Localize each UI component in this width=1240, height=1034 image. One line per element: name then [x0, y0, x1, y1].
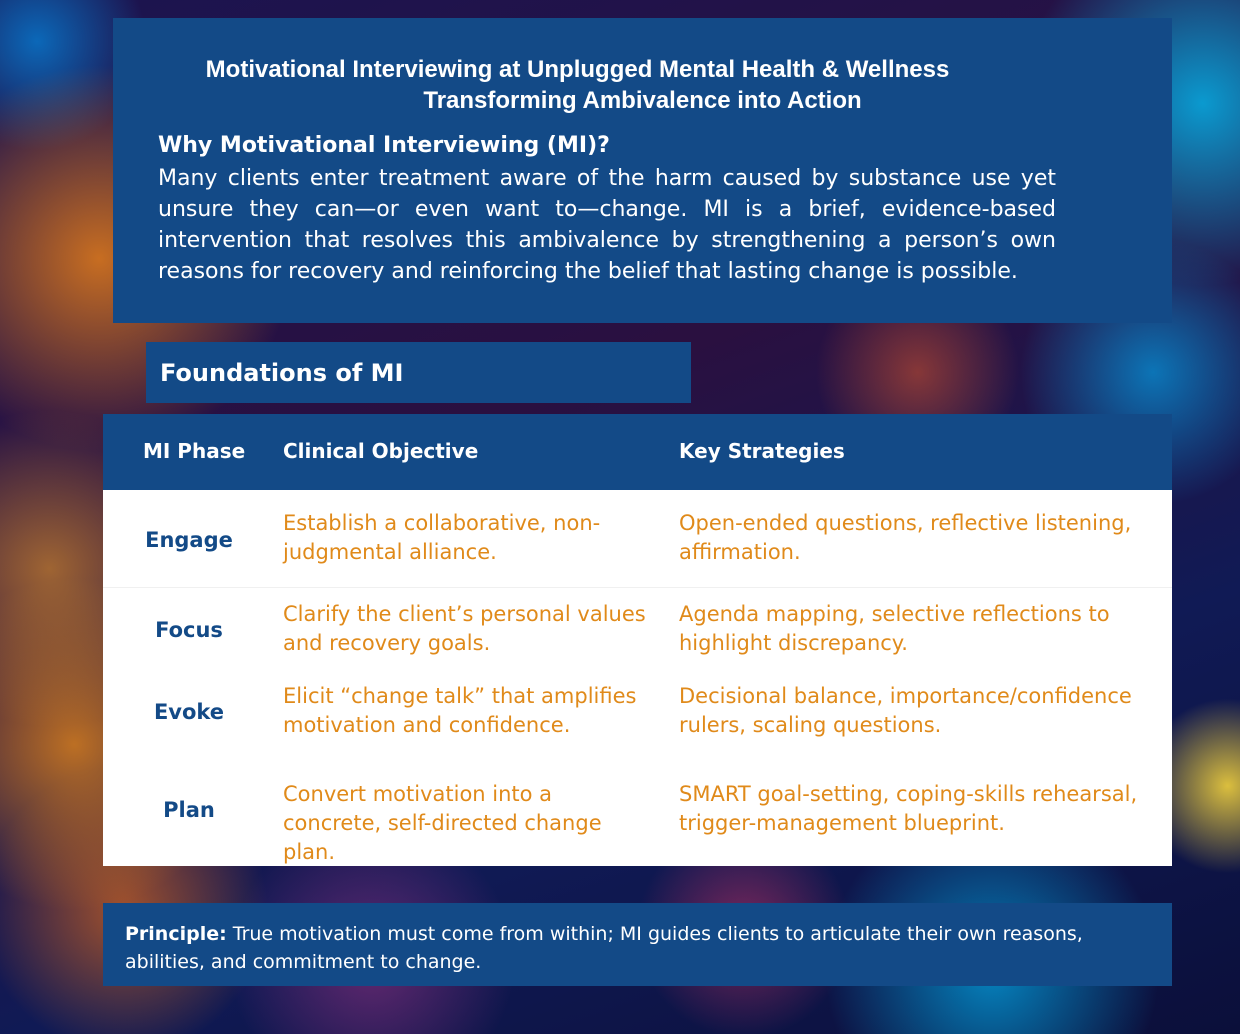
- table-header-row: [103, 414, 1172, 490]
- principle-label: Principle:: [125, 923, 227, 945]
- table-row: [103, 677, 1172, 767]
- intro-panel: [113, 18, 1172, 323]
- strategies-cell: Agenda mapping, selective reflections to highlight discrepancy.: [679, 602, 1110, 655]
- foundations-header: [146, 342, 691, 403]
- table-row: [103, 767, 1172, 866]
- table-row: [103, 587, 1172, 678]
- column-header-objective: Clinical Objective: [283, 439, 479, 463]
- phase-cell: Focus: [155, 618, 223, 642]
- principle-panel: [103, 903, 1172, 986]
- phase-cell: Engage: [145, 528, 233, 552]
- column-header-strategies: Key Strategies: [679, 439, 845, 463]
- strategies-cell: SMART goal-setting, coping-skills rehearsal, trigger-management blueprint.: [679, 782, 1138, 835]
- objective-cell: Establish a collaborative, non-judgmental alliance.: [283, 511, 601, 564]
- objective-cell: Elicit “change talk” that amplifies motivation and confidence.: [283, 684, 637, 737]
- phase-cell: Plan: [163, 798, 215, 822]
- foundations-table: [103, 414, 1172, 866]
- strategies-cell: Open-ended questions, reflective listening, affirmation.: [679, 511, 1132, 564]
- objective-cell: Clarify the client’s personal values and recovery goals.: [283, 602, 646, 655]
- intro-body: Many clients enter treatment aware of the harm caused by substance use yet unsure they can—or even want to—change. MI is a brief, evidence-based intervention that resolves this ambivalence by strengthening a person’s own reasons for recovery and reinforcing the belief that lasting change is possible.: [158, 166, 1056, 284]
- table-row: [103, 490, 1172, 587]
- strategies-cell: Decisional balance, importance/confidence rulers, scaling questions.: [679, 684, 1132, 737]
- phase-cell: Evoke: [153, 700, 225, 724]
- page-title: [113, 54, 1172, 116]
- intro-heading: Why Motivational Interviewing (MI)?: [158, 133, 610, 158]
- objective-cell: Convert motivation into a concrete, self-directed change plan.: [283, 782, 602, 864]
- column-header-phase: MI Phase: [143, 439, 246, 463]
- title-line-2: Transforming Ambivalence into Action: [423, 87, 862, 114]
- title-line-1: Motivational Interviewing at Unplugged Mental Health & Wellness: [205, 56, 950, 83]
- foundations-title: Foundations of MI: [160, 359, 404, 387]
- principle-body: True motivation must come from within; MI guides clients to articulate their own reasons, abilities, and commitment to change.: [125, 923, 1083, 973]
- principle-text: [125, 920, 1125, 976]
